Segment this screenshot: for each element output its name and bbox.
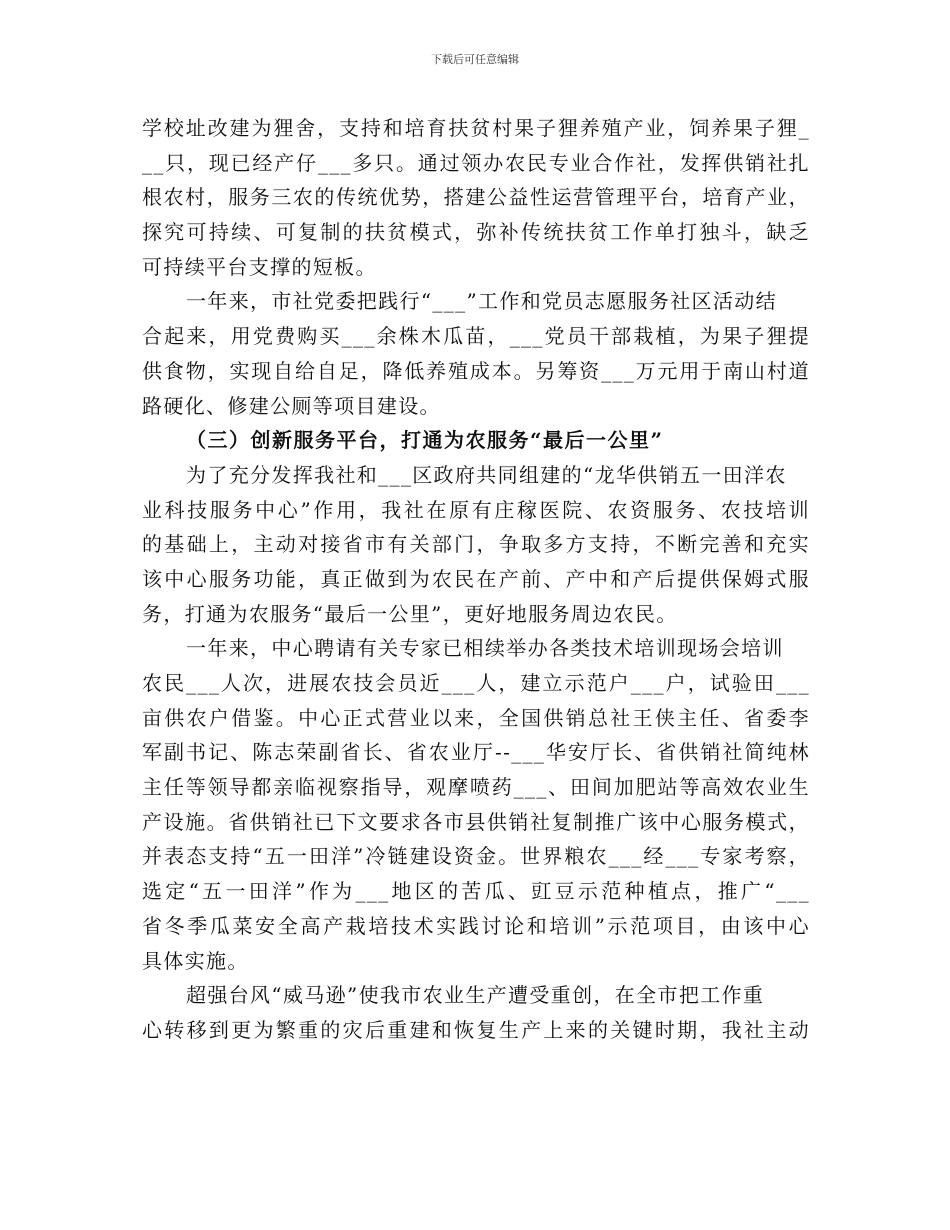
text-line: 路硬化、修建公厕等项目建设。: [142, 393, 441, 418]
text-line: 供食物，实现自给自足，降低养殖成本。另筹资___万元用于南山村道: [142, 358, 810, 383]
text-line: 一年来，中心聘请有关专家已相续举办各类技术培训现场会培训: [186, 636, 784, 661]
text-line: __只，现已经产仔___多只。通过领办农民专业合作社，发挥供销社扎: [142, 150, 810, 175]
text-line: 省冬季瓜菜安全高产栽培技术实践讨论和培训”示范项目，由该中心: [142, 913, 810, 938]
text-line: 根农村，服务三农的传统优势，搭建公益性运营管理平台，培育产业，: [142, 185, 810, 210]
text-line: 超强台风“威马逊”使我市农业生产遭受重创，在全市把工作重: [186, 983, 765, 1008]
text-line: 主任等领导都亲临视察指导，观摩喷药___、田间加肥站等高效农业生: [142, 775, 810, 800]
text-line: 军副书记、陈志荣副省长、省农业厅--___华安厅长、省供销社简纯林: [142, 740, 810, 765]
text-line: 合起来，用党费购买___余株木瓜苗，___党员干部栽植，为果子狸提: [142, 324, 810, 349]
text-line: 可持续平台支撑的短板。: [142, 254, 377, 279]
text-line: 该中心服务功能，真正做到为农民在产前、产中和产后提供保姆式服: [142, 566, 810, 591]
section-heading: （三）创新服务平台，打通为农服务“最后一公里”: [186, 428, 664, 453]
text-line: 心转移到更为繁重的灾后重建和恢复生产上来的关键时期，我社主动: [142, 1017, 810, 1042]
text-line: 务，打通为农服务“最后一公里”，更好地服务周边农民。: [142, 601, 678, 626]
page-header: 下载后可任意编辑: [431, 53, 519, 66]
text-line: 一年来，市社党委把践行“___”工作和党员志愿服务社区活动结: [186, 289, 777, 314]
document-body: [142, 111, 810, 1048]
text-line: 为了充分发挥我社和___区政府共同组建的“龙华供销五一田洋农: [186, 462, 787, 487]
text-line: 农民___人次，进展农技会员近___人，建立示范户___户，试验田___: [142, 671, 810, 695]
text-line: 产设施。省供销社已下文要求各市县供销社复制推广该中心服务模式，: [142, 809, 810, 834]
text-line: 探究可持续、可复制的扶贫模式，弥补传统扶贫工作单打独斗，缺乏: [142, 220, 810, 245]
text-line: 业科技服务中心”作用，我社在原有庄稼医院、农资服务、农技培训: [142, 497, 810, 522]
text-line: 的基础上，主动对接省市有关部门，争取多方支持，不断完善和充实: [142, 532, 810, 557]
text-line: 亩供农户借鉴。中心正式营业以来，全国供销总社王侠主任、省委李: [142, 705, 810, 730]
text-line: 并表态支持“五一田洋”冷链建设资金。世界粮农___经___专家考察，: [142, 844, 810, 869]
text-line: 学校址改建为狸舍，支持和培育扶贫村果子狸养殖产业，饲养果子狸_: [142, 116, 810, 140]
text-line: 选定“五一田洋”作为___地区的苦瓜、豇豆示范种植点，推广“___: [142, 879, 810, 904]
text-line: 具体实施。: [142, 948, 249, 973]
